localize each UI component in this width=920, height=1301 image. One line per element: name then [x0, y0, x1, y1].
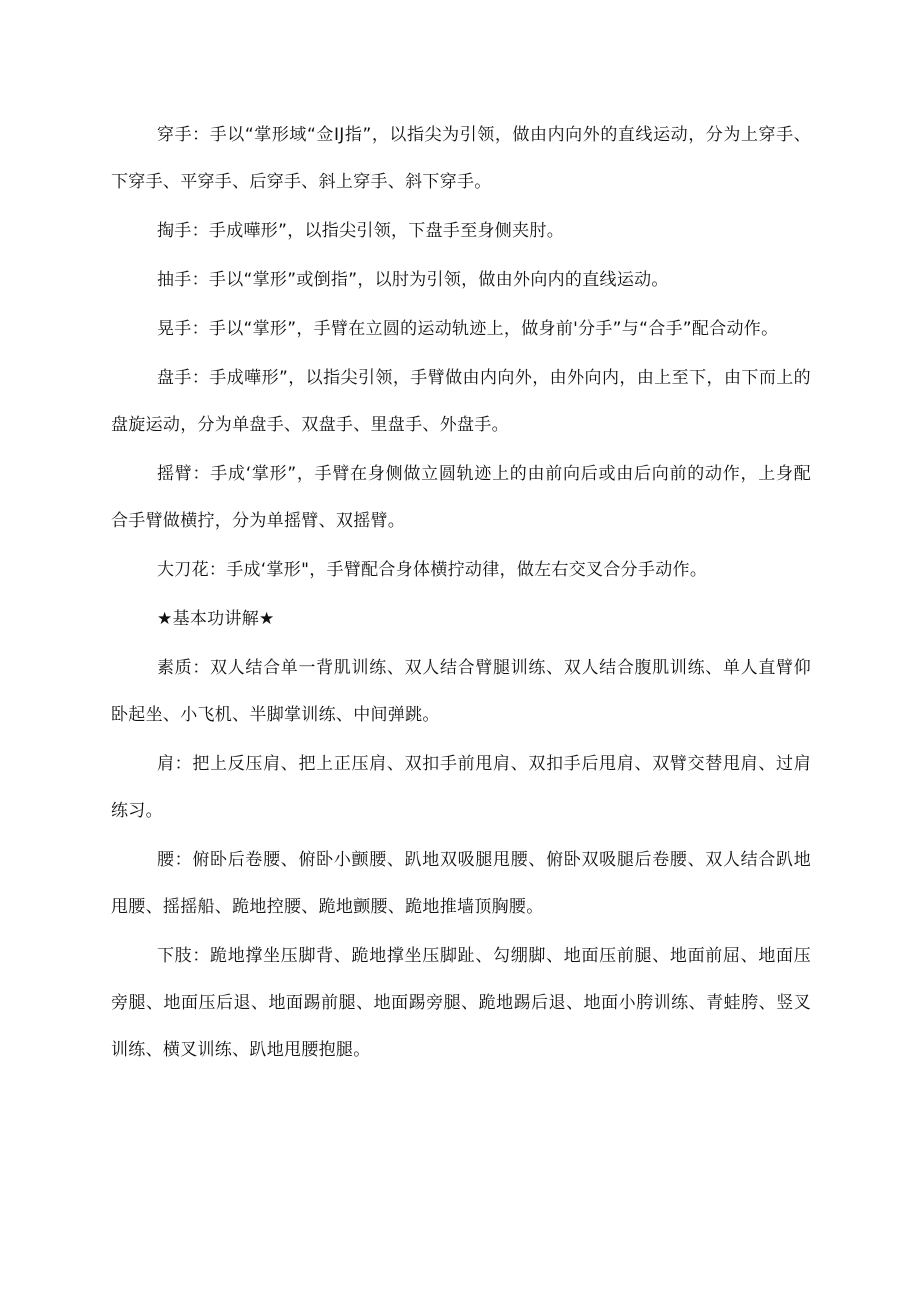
document-body: [111, 112, 811, 1076]
paragraph-suzhi: 素质：双人结合单一背肌训练、双人结合臂腿训练、双人结合腹肌训练、单人直臂仰卧起坐、小飞机、半脚掌训练、中间弹跳。: [111, 658, 811, 725]
paragraph-panshou: 盘手：手成嘩形”，以指尖引领，手臂做由内向外，由外向内，由上至下，由下而上的盘旋运动，分为单盘手、双盘手、里盘手、外盘手。: [111, 368, 811, 435]
paragraph-taoshou: 掏手：手成嘩形”，以指尖引领，下盘手至身侧夹肘。: [157, 221, 565, 241]
paragraph-yao: 腰：俯卧后卷腰、俯卧小颤腰、趴地双吸腿甩腰、俯卧双吸腿后卷腰、双人结合趴地甩腰、摇摇船、跪地控腰、跪地颤腰、跪地推墙顶胸腰。: [111, 850, 811, 917]
paragraph-yaobi: 摇臂：手成‘掌形”，手臂在身侧做立圆轨迹上的由前向后或由后向前的动作，上身配合手臂做横拧，分为单摇臂、双摇臂。: [111, 464, 811, 531]
paragraph-jian: 肩：把上反压肩、把上正压肩、双扣手前甩肩、双扣手后甩肩、双臂交替甩肩、过肩练习。: [111, 754, 811, 821]
paragraph-xiazhi: 下肢：跪地撑坐压脚背、跪地撑坐压脚趾、勾绷脚、地面压前腿、地面前屈、地面压旁腿、地面压后退、地面踢前腿、地面踢旁腿、跪地踢后退、地面小胯训练、青蛙胯、竖叉训练、横叉训练、趴地甩腰抱腿。: [111, 946, 811, 1060]
paragraph-huangshou: 晃手：手以“掌形”，手臂在立圆的运动轨迹上，做身前'分手”与“合手”配合动作。: [157, 319, 779, 339]
paragraph-dadaohua: 大刀花：手成‘掌形"，手臂配合身体横拧动律，做左右交叉合分手动作。: [157, 560, 708, 580]
paragraph-chuanshou: 穿手：手以“掌形域“佥IJ指”，以指尖为引领，做由内向外的直线运动，分为上穿手、下穿手、平穿手、后穿手、斜上穿手、斜下穿手。: [111, 125, 811, 192]
paragraph-choushou: 抽手：手以“掌形”或倒指”，以肘为引领，做由外向内的直线运动。: [157, 270, 669, 290]
section-heading-basic-skills: ★基本功讲解★: [157, 609, 275, 629]
